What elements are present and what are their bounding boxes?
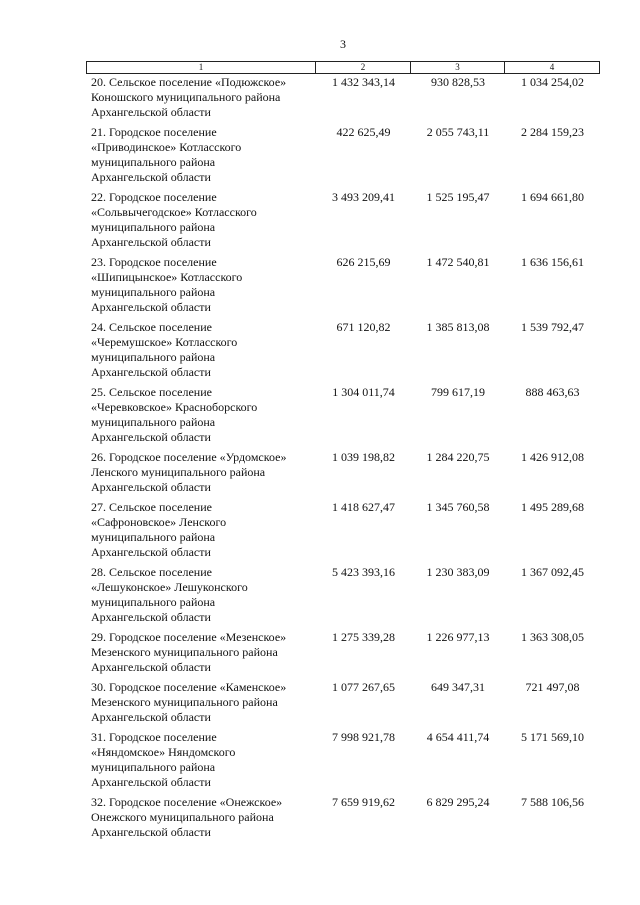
value-cell-col3: 799 617,19: [431, 385, 485, 399]
settlement-name-line: 24. Сельское поселение: [91, 320, 212, 334]
value-cell-col4: 1 495 289,68: [521, 500, 584, 514]
settlement-name-line: Архангельской области: [91, 775, 211, 789]
settlement-name-line: Архангельской области: [91, 660, 211, 674]
table-row: [86, 795, 600, 845]
value-cell-col3: 930 828,53: [431, 75, 485, 89]
column-number-1: 1: [87, 62, 316, 73]
value-cell-col4: 1 363 308,05: [521, 630, 584, 644]
value-cell-col3: 1 345 760,58: [426, 500, 490, 514]
value-cell-col4: 5 171 569,10: [521, 730, 584, 744]
settlement-name-line: 32. Городское поселение «Онежское»: [91, 795, 283, 809]
value-cell-col2: 422 625,49: [336, 125, 391, 139]
value-cell-col4: 1 636 156,61: [521, 255, 584, 269]
value-cell-col4: 2 284 159,23: [521, 125, 584, 139]
settlement-name-cell: [86, 565, 316, 625]
settlement-name-line: муниципального района: [91, 415, 216, 429]
settlement-name-line: 23. Городское поселение: [91, 255, 217, 269]
settlement-name-line: муниципального района: [91, 220, 216, 234]
settlement-name-line: Архангельской области: [91, 710, 211, 724]
table-row: [86, 125, 600, 190]
value-cell-col4: 7 588 106,56: [521, 795, 584, 809]
settlement-name-line: муниципального района: [91, 595, 216, 609]
value-cell-col2: 1 432 343,14: [332, 75, 395, 89]
settlement-name-line: муниципального района: [91, 155, 216, 169]
settlement-name-line: 26. Городское поселение «Урдомское»: [91, 450, 287, 464]
value-cell-col4: 1 367 092,45: [521, 565, 584, 579]
settlement-name-cell: [86, 385, 316, 445]
table-body: [86, 75, 600, 845]
settlement-name-cell: [86, 190, 316, 250]
settlement-name-line: «Няндомское» Няндомского: [91, 745, 236, 759]
settlement-name-line: муниципального района: [91, 350, 216, 364]
settlement-name-line: 25. Сельское поселение: [91, 385, 212, 399]
settlement-name-line: 30. Городское поселение «Каменское»: [91, 680, 287, 694]
value-cell-col3: 1 385 813,08: [426, 320, 490, 334]
table-row: [86, 320, 600, 385]
value-cell-col2: 671 120,82: [336, 320, 391, 334]
settlement-name-line: «Шипицынское» Котласского: [91, 270, 243, 284]
value-cell-col4: 1 034 254,02: [521, 75, 584, 89]
value-cell-col3: 1 284 220,75: [426, 450, 490, 464]
settlement-name-line: Архангельской области: [91, 105, 211, 119]
value-cell-col2: 1 304 011,74: [332, 385, 395, 399]
settlement-name-line: 27. Сельское поселение: [91, 500, 212, 514]
settlement-name-line: «Черемушское» Котласского: [91, 335, 238, 349]
value-cell-col4: 888 463,63: [525, 385, 580, 399]
value-cell-col3: 649 347,31: [431, 680, 485, 694]
settlement-name-line: 22. Городское поселение: [91, 190, 217, 204]
settlement-name-line: Архангельской области: [91, 545, 211, 559]
settlement-name-line: Архангельской области: [91, 610, 211, 624]
value-cell-col3: 1 472 540,81: [426, 255, 490, 269]
table-row: [86, 500, 600, 565]
value-cell-col2: 3 493 209,41: [332, 190, 395, 204]
value-cell-col4: 1 539 792,47: [521, 320, 584, 334]
table-row: [86, 450, 600, 500]
settlement-name-cell: [86, 730, 316, 790]
column-number-2: 2: [316, 62, 411, 73]
settlement-name-cell: [86, 255, 316, 315]
value-cell-col2: 7 659 919,62: [332, 795, 395, 809]
table-row: [86, 630, 600, 680]
value-cell-col2: 1 077 267,65: [332, 680, 395, 694]
settlement-name-line: Коношского муниципального района: [91, 90, 281, 104]
table-row: [86, 385, 600, 450]
table-row: [86, 680, 600, 730]
settlement-name-cell: [86, 320, 316, 380]
value-cell-col2: 1 275 339,28: [332, 630, 395, 644]
table-row: [86, 730, 600, 795]
value-cell-col4: 1 694 661,80: [521, 190, 584, 204]
settlement-name-line: «Черевковское» Красноборского: [91, 400, 258, 414]
settlement-name-cell: [86, 795, 316, 840]
column-number-4: 4: [549, 62, 555, 72]
settlement-name-line: «Приводинское» Котласского: [91, 140, 242, 154]
value-cell-col3: 1 230 383,09: [426, 565, 490, 579]
value-cell-col3: 1 226 977,13: [426, 630, 490, 644]
settlement-name-line: Мезенского муниципального района: [91, 645, 278, 659]
value-cell-col2: 1 418 627,47: [332, 500, 395, 514]
settlement-name-cell: [86, 450, 316, 495]
value-cell-col3: 4 654 411,74: [426, 730, 490, 744]
settlement-name-line: Онежского муниципального района: [91, 810, 274, 824]
table-row: [86, 255, 600, 320]
table-header-row: [86, 61, 600, 74]
value-cell-col2: 7 998 921,78: [332, 730, 395, 744]
settlement-name-cell: [86, 630, 316, 675]
settlement-name-line: 29. Городское поселение «Мезенское»: [91, 630, 287, 644]
value-cell-col3: 6 829 295,24: [426, 795, 490, 809]
settlement-name-line: «Сафроновское» Ленского: [91, 515, 227, 529]
settlement-name-line: муниципального района: [91, 530, 216, 544]
settlement-name-line: Архангельской области: [91, 825, 211, 839]
budget-table: [86, 61, 600, 845]
value-cell-col3: 1 525 195,47: [426, 190, 490, 204]
column-number-3: 3: [411, 62, 505, 73]
value-cell-col4: 721 497,08: [525, 680, 580, 694]
settlement-name-line: 20. Сельское поселение «Подюжское»: [91, 75, 287, 89]
value-cell-col3: 2 055 743,11: [426, 125, 490, 139]
settlement-name-line: муниципального района: [91, 285, 216, 299]
settlement-name-line: Мезенского муниципального района: [91, 695, 278, 709]
value-cell-col2: 5 423 393,16: [332, 565, 395, 579]
settlement-name-line: 31. Городское поселение: [91, 730, 217, 744]
page-number: 3: [340, 37, 346, 51]
settlement-name-cell: [86, 75, 316, 120]
settlement-name-line: Архангельской области: [91, 170, 211, 184]
settlement-name-cell: [86, 500, 316, 560]
settlement-name-line: Ленского муниципального района: [91, 465, 266, 479]
settlement-name-line: 28. Сельское поселение: [91, 565, 212, 579]
table-row: [86, 565, 600, 630]
settlement-name-line: 21. Городское поселение: [91, 125, 217, 139]
settlement-name-line: Архангельской области: [91, 300, 211, 314]
settlement-name-cell: [86, 125, 316, 185]
settlement-name-line: Архангельской области: [91, 480, 211, 494]
settlement-name-line: Архангельской области: [91, 430, 211, 444]
value-cell-col4: 1 426 912,08: [521, 450, 584, 464]
table-row: [86, 190, 600, 255]
table-row: [86, 75, 600, 125]
settlement-name-cell: [86, 680, 316, 725]
settlement-name-line: «Сольвычегодское» Котласского: [91, 205, 257, 219]
value-cell-col2: 1 039 198,82: [332, 450, 395, 464]
settlement-name-line: Архангельской области: [91, 235, 211, 249]
settlement-name-line: муниципального района: [91, 760, 216, 774]
settlement-name-line: «Лешуконское» Лешуконского: [91, 580, 248, 594]
settlement-name-line: Архангельской области: [91, 365, 211, 379]
value-cell-col2: 626 215,69: [336, 255, 391, 269]
